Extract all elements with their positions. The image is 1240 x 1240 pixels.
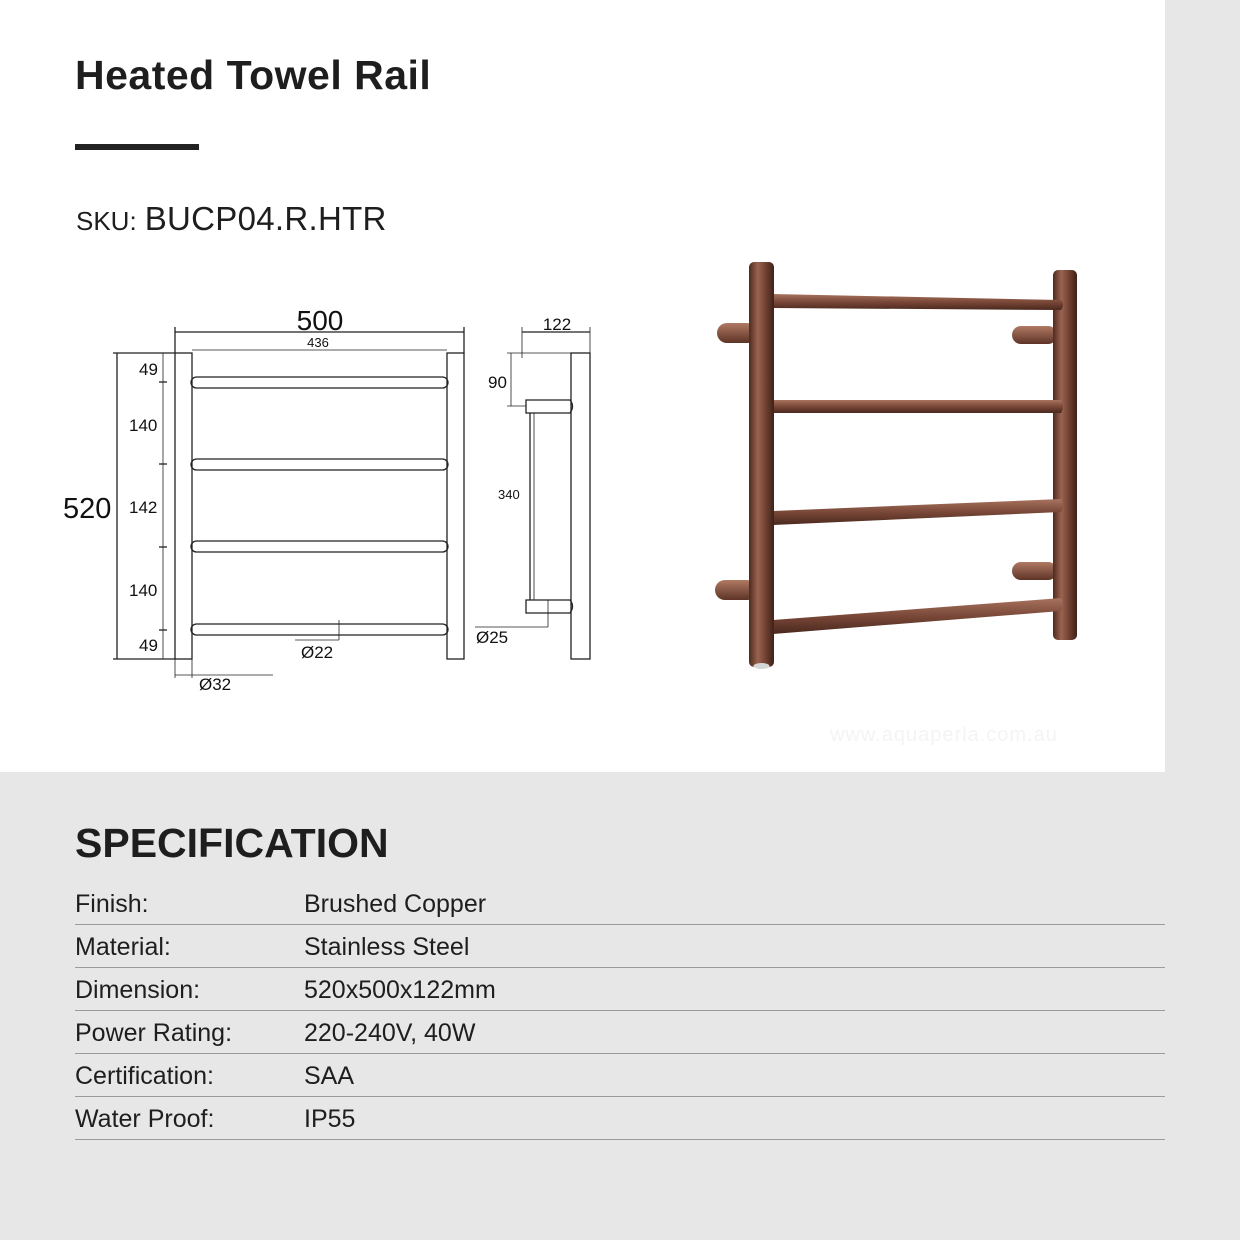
rail — [191, 541, 448, 552]
dim-gap-2: 142 — [129, 498, 158, 517]
dim-gap-bottom: 49 — [139, 636, 158, 655]
dim-inner-width: 436 — [307, 335, 329, 350]
spec-value: SAA — [304, 1062, 355, 1090]
wall-bracket — [1012, 326, 1057, 344]
spec-row-power-rating — [75, 1011, 1165, 1054]
watermark: www.aquaperla.com.au — [830, 724, 1058, 746]
left-post — [175, 353, 192, 659]
dim-span: 340 — [498, 487, 520, 502]
left-post — [749, 262, 774, 667]
technical-drawing — [55, 300, 615, 700]
spec-label: Water Proof: — [75, 1105, 215, 1133]
dim-rail-diameter: Ø22 — [301, 643, 334, 662]
page-title: Heated Towel Rail — [75, 52, 432, 98]
spec-value: Brushed Copper — [304, 890, 487, 918]
rail — [191, 459, 448, 470]
dim-gap-top: 49 — [139, 360, 158, 379]
side-bracket-top — [526, 400, 573, 413]
rail — [773, 294, 1063, 310]
sku-label: SKU: — [76, 206, 137, 236]
spec-label: Certification: — [75, 1062, 214, 1090]
spec-label: Finish: — [75, 890, 149, 918]
spec-row-finish — [75, 882, 1165, 925]
spec-row-material — [75, 925, 1165, 968]
specification-table — [75, 882, 1165, 1140]
spec-label: Dimension: — [75, 976, 201, 1004]
specification-heading: SPECIFICATION — [75, 820, 389, 866]
rail — [773, 499, 1063, 525]
spec-value: Stainless Steel — [304, 933, 470, 961]
title-underline — [75, 144, 199, 150]
spec-row-certification — [75, 1054, 1165, 1097]
spec-label: Power Rating: — [75, 1019, 233, 1047]
rail — [191, 624, 448, 635]
side-post — [571, 353, 590, 659]
dim-gap-1: 140 — [129, 416, 158, 435]
dim-bracket-diameter: Ø25 — [476, 628, 509, 647]
sku-line — [76, 200, 387, 238]
product-image — [705, 250, 1095, 680]
dim-height: 520 — [63, 493, 112, 525]
right-post — [1053, 270, 1077, 640]
spec-row-dimension — [75, 968, 1165, 1011]
spec-label: Material: — [75, 933, 171, 961]
rail — [191, 377, 448, 388]
spec-value: IP55 — [304, 1105, 356, 1133]
spec-value: 520x500x122mm — [304, 976, 496, 1004]
dim-top-offset: 90 — [488, 373, 507, 392]
rail — [773, 400, 1063, 413]
dim-width: 500 — [296, 305, 344, 336]
right-post — [447, 353, 464, 659]
wall-bracket — [1012, 562, 1057, 580]
dim-depth: 122 — [542, 315, 572, 334]
cable-outlet — [754, 663, 770, 669]
spec-value: 220-240V, 40W — [304, 1019, 476, 1047]
sku-value: BUCP04.R.HTR — [144, 200, 387, 237]
dim-gap-3: 140 — [129, 581, 158, 600]
dim-post-diameter: Ø32 — [199, 675, 232, 694]
spec-row-water-proof — [75, 1097, 1165, 1140]
rail — [773, 598, 1063, 634]
side-bracket-bottom — [526, 600, 573, 613]
